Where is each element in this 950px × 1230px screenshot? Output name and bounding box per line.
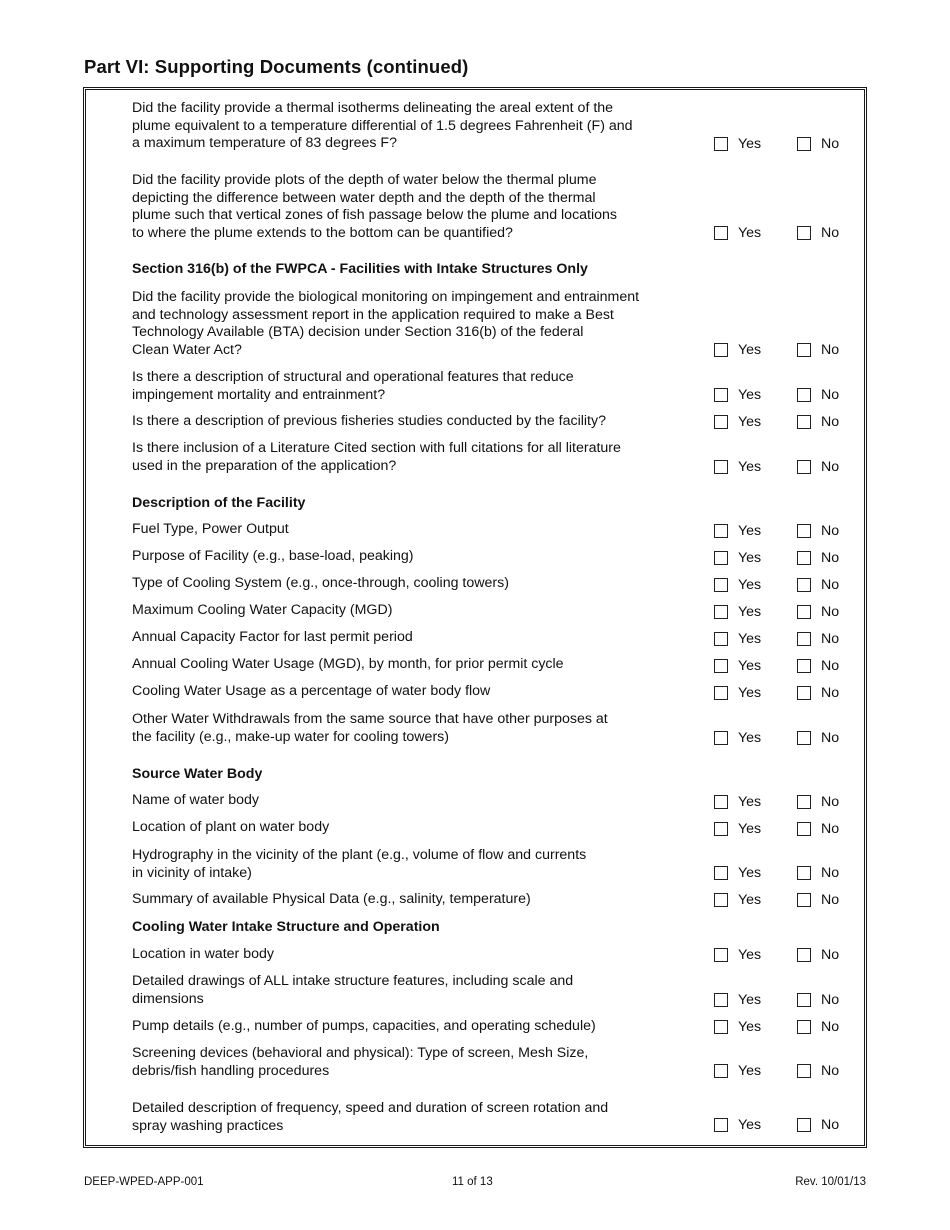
- question-text: Pump details (e.g., number of pumps, capacities, and operating schedule): [132, 1018, 596, 1034]
- question-text: Is there inclusion of a Literature Cited section with full citations for all literature used in the preparation of the application?: [132, 440, 621, 474]
- no-checkbox[interactable]: [797, 137, 811, 151]
- yes-label: Yes: [738, 730, 762, 746]
- no-label: No: [821, 225, 840, 241]
- yes-checkbox[interactable]: [714, 1064, 728, 1078]
- no-checkbox[interactable]: [797, 993, 811, 1007]
- no-label: No: [821, 685, 840, 701]
- no-label: No: [821, 523, 840, 539]
- yes-checkbox[interactable]: [714, 632, 728, 646]
- section-heading: Source Water Body: [132, 766, 263, 782]
- yes-label: Yes: [738, 387, 762, 403]
- no-checkbox[interactable]: [797, 415, 811, 429]
- no-checkbox[interactable]: [797, 659, 811, 673]
- no-checkbox[interactable]: [797, 388, 811, 402]
- no-checkbox[interactable]: [797, 1064, 811, 1078]
- no-checkbox[interactable]: [797, 731, 811, 745]
- yes-option[interactable]: [714, 820, 761, 838]
- no-option[interactable]: [797, 549, 839, 567]
- no-label: No: [821, 1019, 840, 1035]
- yes-checkbox[interactable]: [714, 388, 728, 402]
- question-text: Did the facility provide the biological monitoring on impingement and entrainment and technology assessment report in the application required to make a Best Technology Available (BTA) decision under Section 316(b) of the federal Clean Water Act?: [132, 289, 640, 359]
- no-label: No: [821, 342, 840, 358]
- no-label: No: [821, 865, 840, 881]
- no-checkbox[interactable]: [797, 226, 811, 240]
- yes-checkbox[interactable]: [714, 524, 728, 538]
- no-checkbox[interactable]: [797, 795, 811, 809]
- no-option[interactable]: [797, 413, 839, 431]
- question-text: Purpose of Facility (e.g., base-load, peaking): [132, 548, 414, 564]
- yes-option[interactable]: [714, 413, 761, 431]
- question-text: Detailed description of frequency, speed and duration of screen rotation and spray washing practices: [132, 1100, 609, 1134]
- no-checkbox[interactable]: [797, 460, 811, 474]
- no-option[interactable]: [797, 793, 839, 811]
- no-option[interactable]: [797, 630, 839, 648]
- yes-label: Yes: [738, 658, 762, 674]
- question-text: Did the facility provide a thermal isotherms delineating the areal extent of the plume equivalent to a temperature differential of 1.5 degrees Fahrenheit (F) and a maximum temperature of 83 degrees F?: [132, 100, 633, 152]
- question-text: Hydrography in the vicinity of the plant (e.g., volume of flow and currents in vicinity of intake): [132, 847, 587, 881]
- yes-option[interactable]: [714, 1018, 761, 1036]
- no-option[interactable]: [797, 1116, 839, 1134]
- no-checkbox[interactable]: [797, 343, 811, 357]
- yes-option[interactable]: [714, 576, 761, 594]
- no-label: No: [821, 136, 840, 152]
- yes-checkbox[interactable]: [714, 659, 728, 673]
- no-label: No: [821, 947, 840, 963]
- yes-checkbox[interactable]: [714, 822, 728, 836]
- question-text: Screening devices (behavioral and physical): Type of screen, Mesh Size, debris/fish handling procedures: [132, 1045, 589, 1079]
- yes-label: Yes: [738, 631, 762, 647]
- question-text: Is there a description of previous fisheries studies conducted by the facility?: [132, 413, 606, 429]
- yes-option[interactable]: [714, 458, 761, 476]
- yes-checkbox[interactable]: [714, 226, 728, 240]
- yes-option[interactable]: [714, 603, 761, 621]
- yes-label: Yes: [738, 414, 762, 430]
- yes-label: Yes: [738, 604, 762, 620]
- no-label: No: [821, 892, 840, 908]
- no-checkbox[interactable]: [797, 578, 811, 592]
- yes-checkbox[interactable]: [714, 578, 728, 592]
- no-option[interactable]: [797, 458, 839, 476]
- yes-checkbox[interactable]: [714, 137, 728, 151]
- yes-option[interactable]: [714, 657, 761, 675]
- page-title: Part VI: Supporting Documents (continued): [84, 56, 469, 77]
- yes-label: Yes: [738, 865, 762, 881]
- yes-checkbox[interactable]: [714, 415, 728, 429]
- yes-option[interactable]: [714, 630, 761, 648]
- yes-option[interactable]: [714, 729, 761, 747]
- yes-label: Yes: [738, 821, 762, 837]
- yes-option[interactable]: [714, 549, 761, 567]
- no-option[interactable]: [797, 946, 839, 964]
- yes-label: Yes: [738, 1063, 762, 1079]
- question-text: Is there a description of structural and operational features that reduce impingement mortality and entrainment?: [132, 369, 574, 403]
- no-option[interactable]: [797, 684, 839, 702]
- question-text: Type of Cooling System (e.g., once-through, cooling towers): [132, 575, 509, 591]
- no-checkbox[interactable]: [797, 948, 811, 962]
- yes-option[interactable]: [714, 224, 761, 242]
- question-text: Summary of available Physical Data (e.g., salinity, temperature): [132, 891, 531, 907]
- no-checkbox[interactable]: [797, 866, 811, 880]
- question-text: Location in water body: [132, 946, 274, 962]
- question-text: Location of plant on water body: [132, 819, 330, 835]
- yes-checkbox[interactable]: [714, 795, 728, 809]
- yes-checkbox[interactable]: [714, 605, 728, 619]
- question-text: Annual Capacity Factor for last permit period: [132, 629, 413, 645]
- question-text: Annual Cooling Water Usage (MGD), by month, for prior permit cycle: [132, 656, 564, 672]
- no-option[interactable]: [797, 864, 839, 882]
- no-label: No: [821, 550, 840, 566]
- yes-option[interactable]: [714, 793, 761, 811]
- no-option[interactable]: [797, 991, 839, 1009]
- no-option[interactable]: [797, 341, 839, 359]
- yes-option[interactable]: [714, 684, 761, 702]
- yes-checkbox[interactable]: [714, 460, 728, 474]
- question-text: Did the facility provide plots of the depth of water below the thermal plume depicting the difference between water depth and the depth of the thermal plume such that vertical zones of fish passage below the plume and locations to where the plume extends to the bottom can be quantified?: [132, 172, 618, 242]
- no-option[interactable]: [797, 657, 839, 675]
- yes-label: Yes: [738, 992, 762, 1008]
- question-text: Name of water body: [132, 792, 259, 808]
- no-option[interactable]: [797, 522, 839, 540]
- yes-label: Yes: [738, 1117, 762, 1133]
- yes-option[interactable]: [714, 135, 761, 153]
- yes-option[interactable]: [714, 386, 761, 404]
- no-checkbox[interactable]: [797, 1020, 811, 1034]
- yes-option[interactable]: [714, 1062, 761, 1080]
- no-option[interactable]: [797, 386, 839, 404]
- question-text: Maximum Cooling Water Capacity (MGD): [132, 602, 393, 618]
- no-label: No: [821, 730, 840, 746]
- no-label: No: [821, 631, 840, 647]
- revision-date: Rev. 10/01/13: [795, 1176, 866, 1188]
- yes-checkbox[interactable]: [714, 866, 728, 880]
- no-label: No: [821, 459, 840, 475]
- no-option[interactable]: [797, 820, 839, 838]
- no-option[interactable]: [797, 224, 839, 242]
- yes-label: Yes: [738, 225, 762, 241]
- no-checkbox[interactable]: [797, 524, 811, 538]
- yes-option[interactable]: [714, 1116, 761, 1134]
- no-checkbox[interactable]: [797, 1118, 811, 1132]
- yes-label: Yes: [738, 892, 762, 908]
- no-label: No: [821, 821, 840, 837]
- yes-checkbox[interactable]: [714, 731, 728, 745]
- no-checkbox[interactable]: [797, 686, 811, 700]
- question-text: Detailed drawings of ALL intake structure features, including scale and dimensions: [132, 973, 574, 1007]
- no-checkbox[interactable]: [797, 822, 811, 836]
- yes-checkbox[interactable]: [714, 551, 728, 565]
- form-id: DEEP-WPED-APP-001: [84, 1176, 204, 1188]
- no-label: No: [821, 1117, 840, 1133]
- yes-label: Yes: [738, 577, 762, 593]
- yes-checkbox[interactable]: [714, 1118, 728, 1132]
- section-heading: Section 316(b) of the FWPCA - Facilities with Intake Structures Only: [132, 261, 588, 277]
- no-checkbox[interactable]: [797, 632, 811, 646]
- page-number: 11 of 13: [452, 1176, 493, 1188]
- no-option[interactable]: [797, 1062, 839, 1080]
- no-label: No: [821, 604, 840, 620]
- yes-checkbox[interactable]: [714, 343, 728, 357]
- no-option[interactable]: [797, 891, 839, 909]
- no-checkbox[interactable]: [797, 893, 811, 907]
- no-option[interactable]: [797, 1018, 839, 1036]
- no-label: No: [821, 794, 840, 810]
- yes-label: Yes: [738, 685, 762, 701]
- yes-checkbox[interactable]: [714, 993, 728, 1007]
- no-label: No: [821, 414, 840, 430]
- yes-option[interactable]: [714, 991, 761, 1009]
- no-label: No: [821, 387, 840, 403]
- section-heading: Cooling Water Intake Structure and Operation: [132, 919, 440, 935]
- no-option[interactable]: [797, 603, 839, 621]
- yes-label: Yes: [738, 1019, 762, 1035]
- no-label: No: [821, 1063, 840, 1079]
- yes-label: Yes: [738, 523, 762, 539]
- section-heading: Description of the Facility: [132, 495, 306, 511]
- yes-label: Yes: [738, 550, 762, 566]
- no-option[interactable]: [797, 729, 839, 747]
- yes-option[interactable]: [714, 946, 761, 964]
- yes-label: Yes: [738, 794, 762, 810]
- yes-label: Yes: [738, 947, 762, 963]
- no-option[interactable]: [797, 576, 839, 594]
- yes-checkbox[interactable]: [714, 1020, 728, 1034]
- yes-option[interactable]: [714, 341, 761, 359]
- yes-label: Yes: [738, 136, 762, 152]
- no-label: No: [821, 577, 840, 593]
- question-text: Fuel Type, Power Output: [132, 521, 289, 537]
- question-text: Cooling Water Usage as a percentage of water body flow: [132, 683, 491, 699]
- yes-checkbox[interactable]: [714, 893, 728, 907]
- yes-option[interactable]: [714, 864, 761, 882]
- no-label: No: [821, 992, 840, 1008]
- no-checkbox[interactable]: [797, 551, 811, 565]
- no-option[interactable]: [797, 135, 839, 153]
- no-label: No: [821, 658, 840, 674]
- yes-checkbox[interactable]: [714, 686, 728, 700]
- yes-checkbox[interactable]: [714, 948, 728, 962]
- yes-option[interactable]: [714, 891, 761, 909]
- yes-option[interactable]: [714, 522, 761, 540]
- no-checkbox[interactable]: [797, 605, 811, 619]
- yes-label: Yes: [738, 342, 762, 358]
- yes-label: Yes: [738, 459, 762, 475]
- question-text: Other Water Withdrawals from the same source that have other purposes at the facility (e.g., make-up water for cooling towers): [132, 711, 608, 745]
